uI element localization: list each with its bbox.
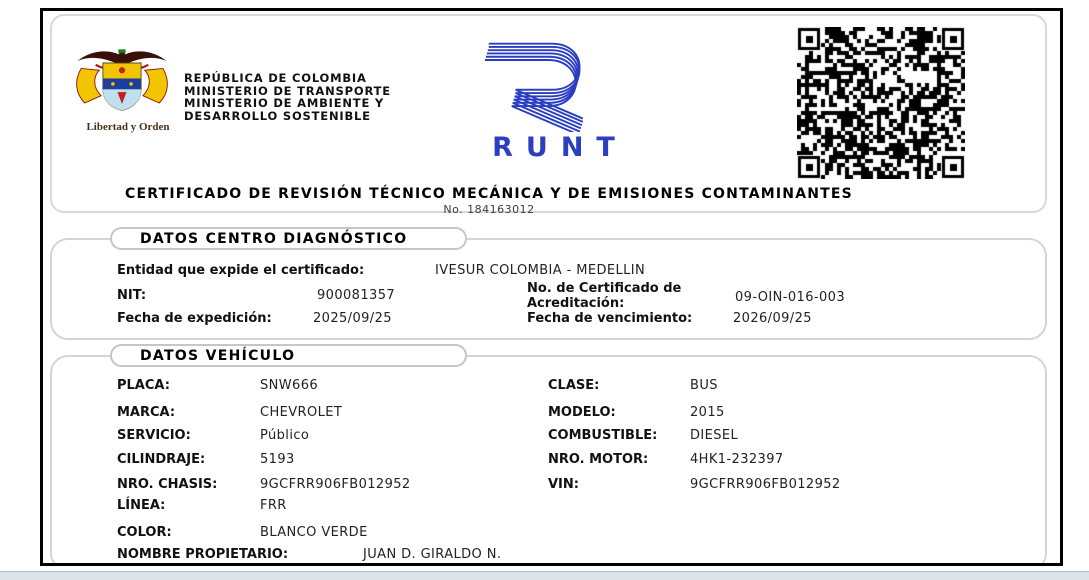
modelo-label: MODELO: xyxy=(548,405,616,420)
certificate-frame xyxy=(40,8,1063,566)
linea-label: LÍNEA: xyxy=(117,498,166,513)
ministry-line: MINISTERIO DE TRANSPORTE xyxy=(184,83,391,98)
expedicion-value: 2025/09/25 xyxy=(313,311,392,326)
clase-value: BUS xyxy=(690,378,718,393)
chasis-value: 9GCFRR906FB012952 xyxy=(260,477,411,492)
entidad-label: Entidad que expide el certificado: xyxy=(117,263,365,278)
qr-code xyxy=(797,27,965,179)
marca-value: CHEVROLET xyxy=(260,405,343,420)
header-box xyxy=(50,14,1047,216)
cilindraje-value: 5193 xyxy=(260,452,295,467)
entidad-value: IVESUR COLOMBIA - MEDELLIN xyxy=(435,263,646,278)
vin-label: VIN: xyxy=(548,477,579,492)
color-label: COLOR: xyxy=(117,525,172,540)
nit-value: 900081357 xyxy=(317,288,396,303)
vencimiento-value: 2026/09/25 xyxy=(733,311,812,326)
motor-value: 4HK1-232397 xyxy=(690,452,784,467)
cilindraje-label: CILINDRAJE: xyxy=(117,452,206,467)
certificate-number: No. 184163012 xyxy=(443,203,535,216)
vehiculo-section-title: DATOS VEHÍCULO xyxy=(110,344,467,367)
certificate-title-block xyxy=(52,186,926,216)
propietario-value: JUAN D. GIRALDO N. xyxy=(363,547,502,562)
placa-value: SNW666 xyxy=(260,378,319,393)
runt-r-icon xyxy=(480,36,630,132)
acreditacion-value: 09-OIN-016-003 xyxy=(735,290,845,305)
centro-section-title: DATOS CENTRO DIAGNÓSTICO xyxy=(110,227,467,250)
ministry-text xyxy=(184,72,391,122)
runt-wordmark: RUNT xyxy=(492,132,628,163)
linea-value: FRR xyxy=(260,498,287,513)
nit-label: NIT: xyxy=(117,288,147,303)
combustible-label: COMBUSTIBLE: xyxy=(548,428,658,443)
vin-value: 9GCFRR906FB012952 xyxy=(690,477,841,492)
placa-label: PLACA: xyxy=(117,378,170,393)
color-value: BLANCO VERDE xyxy=(260,525,368,540)
viewport-bottom-bar xyxy=(0,571,1089,580)
ministry-line: REPÚBLICA DE COLOMBIA xyxy=(184,71,367,85)
runt-logo xyxy=(480,36,630,162)
ministry-line: DESARROLLO SOSTENIBLE xyxy=(184,108,371,123)
marca-label: MARCA: xyxy=(117,405,176,420)
clase-label: CLASE: xyxy=(548,378,600,393)
chasis-label: NRO. CHASIS: xyxy=(117,477,218,492)
ministry-line: MINISTERIO DE AMBIENTE Y xyxy=(184,96,385,110)
motor-label: NRO. MOTOR: xyxy=(548,452,649,467)
colombia-coat-of-arms-icon xyxy=(72,46,172,120)
modelo-value: 2015 xyxy=(690,405,725,420)
vencimiento-label: Fecha de vencimiento: xyxy=(527,311,693,326)
expedicion-label: Fecha de expedición: xyxy=(117,311,272,326)
coat-caption: Libertad y Orden xyxy=(86,121,170,133)
propietario-label: NOMBRE PROPIETARIO: xyxy=(117,547,289,562)
combustible-value: DIESEL xyxy=(690,428,739,443)
servicio-value: Público xyxy=(260,428,310,443)
acreditacion-label: No. de Certificado de Acreditación: xyxy=(527,281,682,311)
certificate-title: CERTIFICADO DE REVISIÓN TÉCNICO MECÁNICA Y DE EMISIONES CONTAMINANTES xyxy=(125,186,853,202)
servicio-label: SERVICIO: xyxy=(117,428,191,443)
